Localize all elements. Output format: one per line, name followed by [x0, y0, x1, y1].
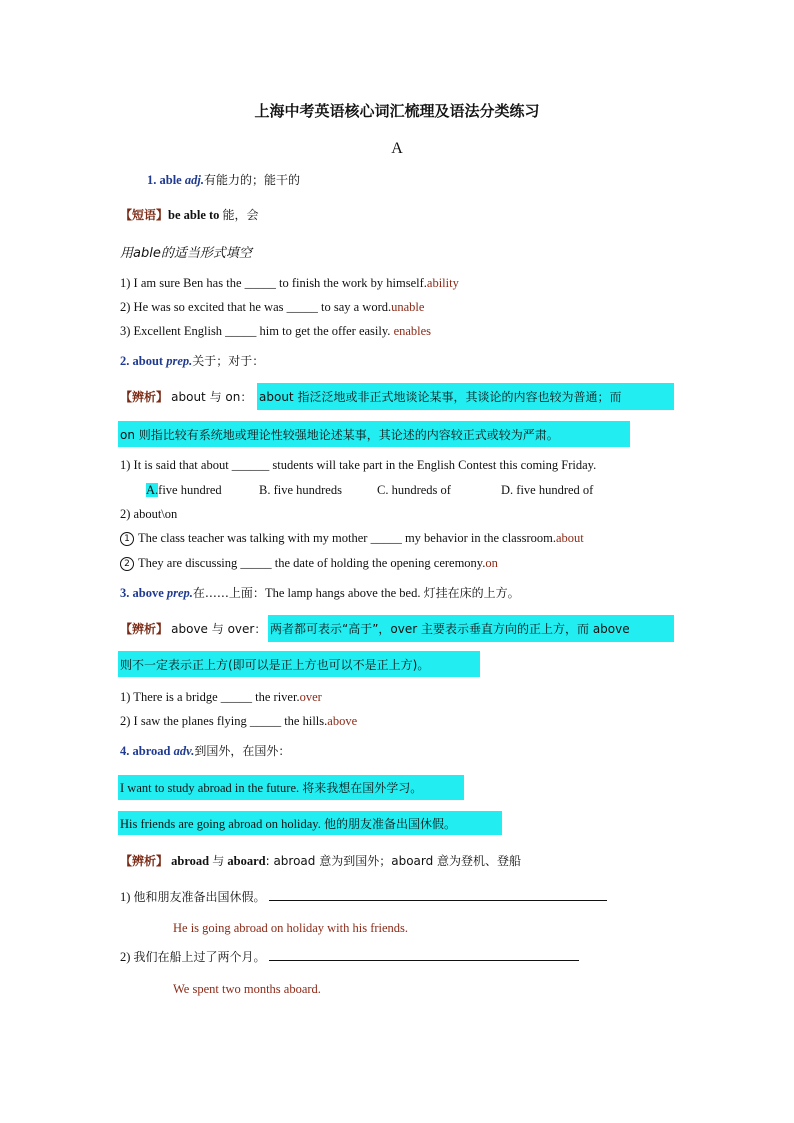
question-text: 2) I saw the planes flying _____ the hills.	[120, 714, 328, 728]
example-translation: 他的朋友准备出国休假。	[324, 817, 457, 831]
highlighted-explanation: on 则指比较有系统地或理论性较强地论述某事，其论述的内容较正式或较为严肃。	[120, 428, 559, 442]
entry-headword: 1. able	[147, 173, 182, 187]
example-sentence: His friends are going abroad on holiday.	[120, 817, 321, 831]
part-of-speech: prep.	[166, 354, 193, 368]
entry-meaning: 关于；对于：	[192, 354, 265, 368]
answer-blank[interactable]	[269, 950, 579, 961]
entry-headword: 4. abroad	[120, 744, 171, 758]
answer-blank[interactable]	[269, 890, 607, 901]
circled-number: 2	[120, 557, 134, 571]
exercise-instruction: 用able的适当形式填空	[120, 246, 252, 261]
question-text: 2) He was so excited that he was _____ to say a word.	[120, 300, 392, 314]
example-translation: 将来我想在国外学习。	[302, 781, 423, 795]
question-text: They are discussing _____ the date of holding the opening ceremony.	[138, 556, 486, 570]
circled-number: 1	[120, 532, 134, 546]
highlighted-explanation: about 指泛泛地或非正式地谈论某事，其谈论的内容也较为普通；而	[259, 390, 622, 404]
question-1	[120, 276, 459, 291]
answer: above	[327, 714, 358, 728]
example-2	[120, 815, 456, 832]
discrimination-tag: 【辨析】	[120, 390, 169, 404]
option-a-letter: A.	[146, 483, 159, 497]
entry-headword: 2. about	[120, 354, 164, 368]
question-text: 1) There is a bridge _____ the river.	[120, 690, 300, 704]
question-2	[120, 300, 424, 315]
question-text: 3) Excellent English _____ him to get the offer easily.	[120, 324, 391, 338]
part-of-speech: prep.	[166, 586, 193, 600]
entry-able-heading	[147, 171, 300, 188]
option-c: C. hundreds of	[377, 483, 451, 497]
option-d: D. five hundred of	[501, 483, 594, 497]
question-1: 1) It is said that about ______ students will take part in the English Contest this coming Friday.	[120, 458, 597, 472]
word-pair: above 与 over：	[171, 622, 267, 636]
phrase: be able to	[168, 208, 220, 222]
example-translation: 灯挂在床的上方。	[423, 586, 520, 600]
item-number: 1)	[120, 890, 131, 904]
answer: over	[299, 690, 322, 704]
answer: unable	[391, 300, 425, 314]
chinese-prompt: 他和朋友准备出国休假。	[133, 890, 266, 904]
options-row	[146, 483, 222, 498]
discrimination-tag: 【辨析】	[120, 854, 169, 868]
word-2: aboard	[227, 854, 266, 868]
discrimination-tag: 【辨析】	[120, 622, 169, 636]
question-2	[120, 714, 357, 729]
question-3	[120, 324, 431, 339]
section-heading: A	[391, 140, 403, 157]
item-number: 2)	[120, 950, 131, 964]
chinese-prompt: 我们在船上过了两个月。	[133, 950, 266, 964]
phrase-line	[120, 206, 259, 223]
question-text: The class teacher was talking with my mother _____ my behavior in the classroom.	[138, 531, 556, 545]
question-2b	[120, 556, 498, 571]
question-1	[120, 690, 322, 705]
part-of-speech: adj.	[184, 173, 204, 187]
example-1	[120, 779, 422, 796]
entry-meaning: 到国外，在国外：	[194, 744, 291, 758]
question-2a	[120, 531, 584, 546]
entry-meaning: 在……上面：	[192, 586, 265, 600]
answer: ability	[426, 276, 459, 290]
translation-1	[120, 888, 607, 905]
entry-above-heading	[120, 584, 520, 601]
answer: enables	[393, 324, 432, 338]
document-title: 上海中考英语核心词汇梳理及语法分类练习	[254, 102, 540, 120]
example-sentence: The lamp hangs above the bed.	[264, 586, 421, 600]
question-text: 1) I am sure Ben has the _____ to finish the work by himself.	[120, 276, 427, 290]
highlighted-explanation: 则不一定表示正上方(即可以是正上方也可以不是正上方)。	[120, 658, 430, 672]
entry-abroad-heading	[120, 742, 290, 759]
phrase-tag: 【短语】	[120, 208, 169, 222]
word-1: abroad	[171, 854, 210, 868]
explanation: : abroad 意为到国外；aboard 意为登机、登船	[265, 854, 522, 868]
about-vs-on-line1	[120, 388, 252, 405]
translation-2-answer: We spent two months aboard.	[173, 982, 321, 996]
option-a: five hundred	[158, 483, 222, 497]
answer: on	[485, 556, 498, 570]
entry-about-heading	[120, 352, 264, 369]
option-b: B. five hundreds	[259, 483, 342, 497]
example-sentence: I want to study abroad in the future.	[120, 781, 300, 795]
word-pair: about 与 on：	[171, 390, 253, 404]
abroad-vs-aboard	[120, 852, 521, 869]
entry-headword: 3. above	[120, 586, 164, 600]
entry-meaning: 有能力的；能干的	[203, 173, 300, 187]
highlighted-explanation: 两者都可表示“高于”，over 主要表示垂直方向的正上方，而 above	[270, 622, 630, 636]
answer: about	[555, 531, 584, 545]
question-2-label: 2) about\on	[120, 507, 178, 521]
phrase-meaning: 能，会	[222, 208, 259, 222]
translation-1-answer: He is going abroad on holiday with his friends.	[173, 921, 409, 935]
connector: 与	[212, 854, 225, 868]
translation-2	[120, 948, 579, 965]
above-vs-over-line1	[120, 620, 266, 637]
part-of-speech: adv.	[173, 744, 195, 758]
